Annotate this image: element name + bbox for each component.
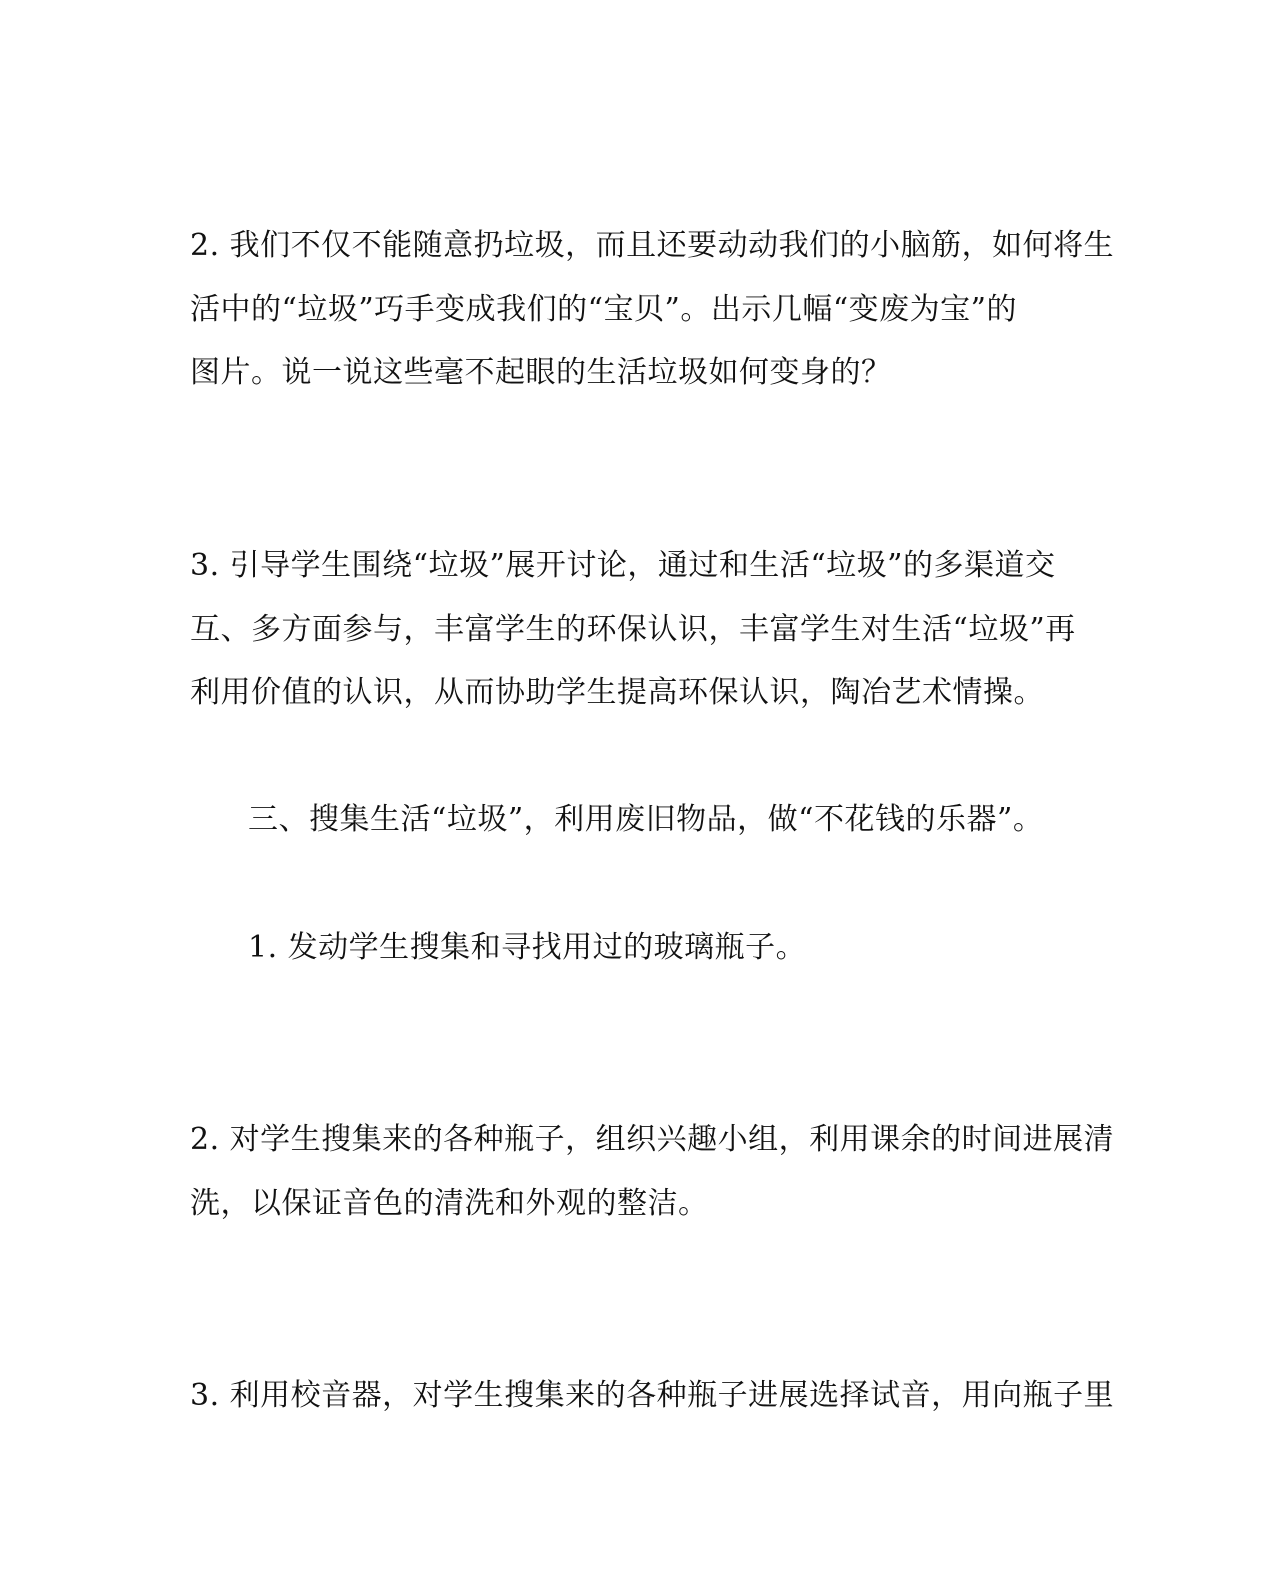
paragraph-2-line-2: 活中的“垃圾”巧手变成我们的“宝贝”。出示几幅“变废为宝”的 xyxy=(190,292,1018,327)
section-3-item-2-line-2: 洗，以保证音色的清洗和外观的整洁。 xyxy=(190,1186,709,1221)
section-3-heading: 三、搜集生活“垃圾”，利用废旧物品，做“不花钱的乐器”。 xyxy=(248,802,1044,837)
section-3-item-1: 1. 发动学生搜集和寻找用过的玻璃瓶子。 xyxy=(248,930,807,965)
section-3-item-3-line-1: 3. 利用校音器，对学生搜集来的各种瓶子进展选择试音，用向瓶子里 xyxy=(190,1378,1115,1413)
paragraph-2-line-3: 图片。说一说这些毫不起眼的生活垃圾如何变身的？ xyxy=(190,355,892,390)
paragraph-3-line-2: 互、多方面参与，丰富学生的环保认识，丰富学生对生活“垃圾”再 xyxy=(190,612,1076,647)
paragraph-2-line-1: 2. 我们不仅不能随意扔垃圾，而且还要动动我们的小脑筋，如何将生 xyxy=(190,228,1115,263)
paragraph-3-line-1: 3. 引导学生围绕“垃圾”展开讨论，通过和生活“垃圾”的多渠道交 xyxy=(190,548,1056,583)
section-3-item-2-line-1: 2. 对学生搜集来的各种瓶子，组织兴趣小组，利用课余的时间进展清 xyxy=(190,1122,1115,1157)
paragraph-3-line-3: 利用价值的认识，从而协助学生提高环保认识，陶冶艺术情操。 xyxy=(190,675,1044,710)
